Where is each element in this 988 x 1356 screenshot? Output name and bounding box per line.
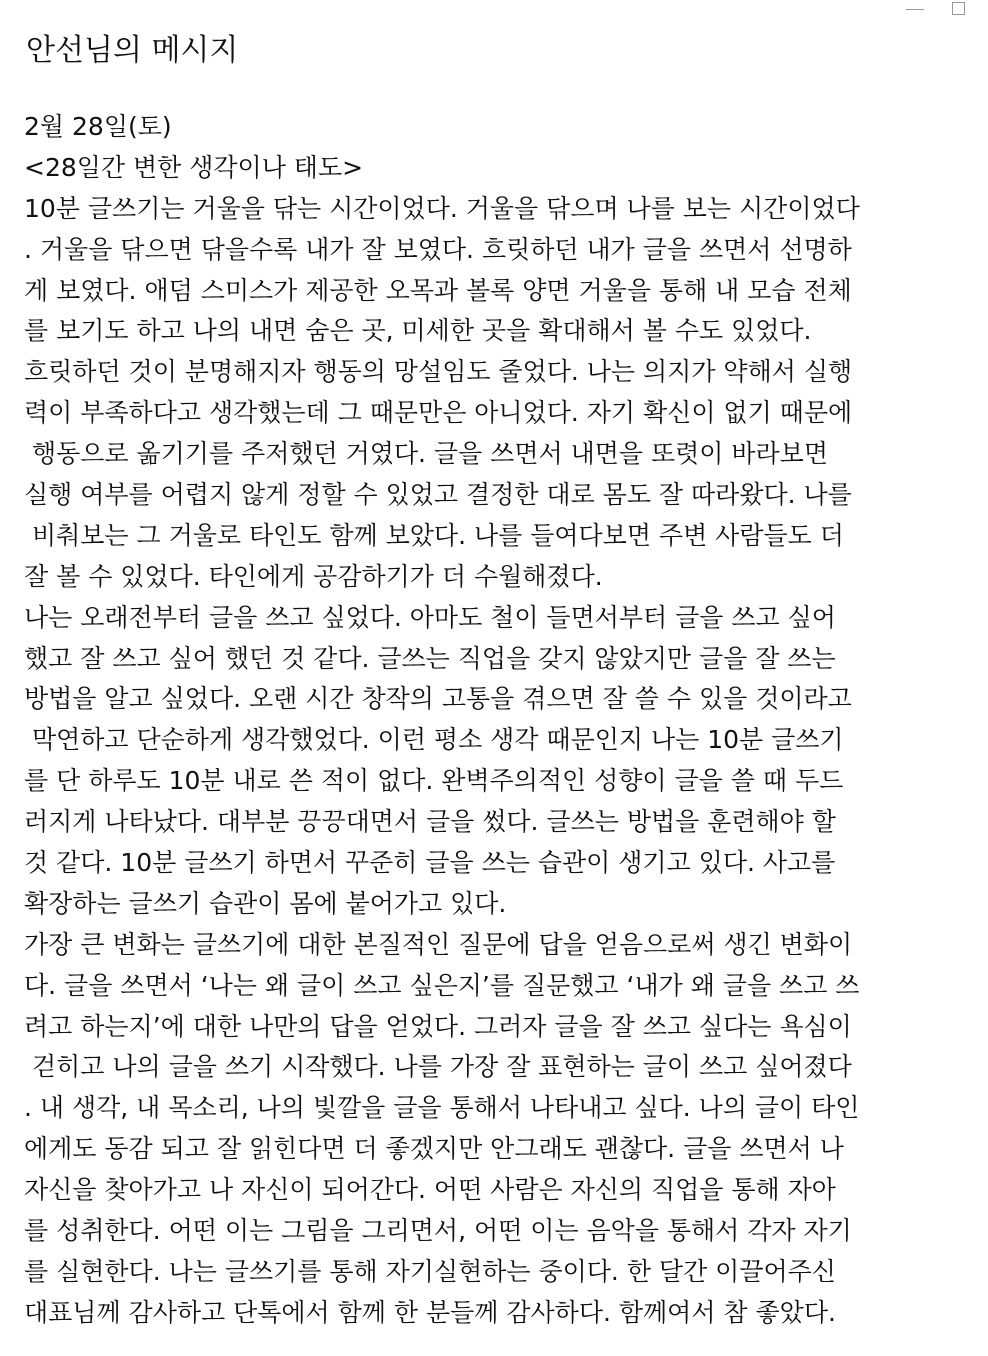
message-line: 걷히고 나의 글을 쓰기 시작했다. 나를 가장 잘 표현하는 글이 쓰고 싶어졌다 <box>24 1052 852 1082</box>
message-subtitle: <28일간 변한 생각이나 태도> <box>24 152 364 182</box>
message-line: 것 같다. 10분 글쓰기 하면서 꾸준히 글을 쓰는 습관이 생기고 있다. 사고를 <box>24 848 836 878</box>
message-line: 흐릿하던 것이 분명해지자 행동의 망설임도 줄었다. 나는 의지가 약해서 실행 <box>24 357 853 387</box>
message-line: 자신을 찾아가고 나 자신이 되어간다. 어떤 사람은 자신의 직업을 통해 자아 <box>24 1175 836 1205</box>
message-line: 려고 하는지’에 대한 나만의 답을 얻었다. 그러자 글을 잘 쓰고 싶다는 욕심이 <box>24 1011 852 1041</box>
message-line: . 내 생각, 내 목소리, 나의 빛깔을 글을 통해서 나타내고 싶다. 나의 글이 타인 <box>24 1093 860 1123</box>
message-line: 비춰보는 그 거울로 타인도 함께 보았다. 나를 들여다보면 주변 사람들도 더 <box>24 520 844 550</box>
message-line: 를 성취한다. 어떤 이는 그림을 그리면서, 어떤 이는 음악을 통해서 각자 자기 <box>24 1216 852 1246</box>
page-title: 안선님의 메시지 <box>26 33 239 68</box>
message-line: 방법을 알고 싶었다. 오랜 시간 창작의 고통을 겪으면 잘 쓸 수 있을 것이라고 <box>24 684 852 714</box>
message-line: 10분 글쓰기는 거울을 닦는 시간이었다. 거울을 닦으며 나를 보는 시간이었다 <box>24 193 860 223</box>
message-line: . 거울을 닦으면 닦을수록 내가 잘 보였다. 흐릿하던 내가 글을 쓰면서 선명하 <box>24 234 852 264</box>
message-line: 를 단 하루도 10분 내로 쓴 적이 없다. 완벽주의적인 성향이 글을 쓸 때 두드 <box>24 766 844 796</box>
message-line: 나는 오래전부터 글을 쓰고 싶었다. 아마도 철이 들면서부터 글을 쓰고 싶어 <box>24 602 836 632</box>
message-line: 다. 글을 쓰면서 ‘나는 왜 글이 쓰고 싶은지’를 질문했고 ‘내가 왜 글을 쓰고 쓰 <box>24 970 860 1000</box>
message-line: 러지게 나타났다. 대부분 끙끙대면서 글을 썼다. 글쓰는 방법을 훈련해야 할 <box>24 807 836 837</box>
message-line: 확장하는 글쓰기 습관이 몸에 붙어가고 있다. <box>24 888 507 918</box>
message-line: 했고 잘 쓰고 싶어 했던 것 같다. 글쓰는 직업을 갖지 않았지만 글을 잘 쓰는 <box>24 643 836 673</box>
message-line: 를 보기도 하고 나의 내면 숨은 곳, 미세한 곳을 확대해서 볼 수도 있었다. <box>24 316 812 346</box>
message-date: 2월 28일(토) <box>24 112 172 141</box>
maximize-icon[interactable] <box>950 0 968 18</box>
message-line: 게 보였다. 애덤 스미스가 제공한 오목과 볼록 양면 거울을 통해 내 모습 전체 <box>24 275 852 305</box>
message-line: 력이 부족하다고 생각했는데 그 때문만은 아니었다. 자기 확신이 없기 때문에 <box>24 398 853 428</box>
message-line: 대표님께 감사하고 단톡에서 함께 한 분들께 감사하다. 함께여서 참 좋았다. <box>24 1297 836 1327</box>
message-body <box>24 189 964 1334</box>
window-controls <box>906 0 968 22</box>
message-line: 실행 여부를 어렵지 않게 정할 수 있었고 결정한 대로 몸도 잘 따라왔다. 나를 <box>24 480 852 510</box>
message-line: 가장 큰 변화는 글쓰기에 대한 본질적인 질문에 답을 얻음으로써 생긴 변화이 <box>24 929 853 959</box>
message-line: 에게도 동감 되고 잘 읽힌다면 더 좋겠지만 안그래도 괜찮다. 글을 쓰면서 나 <box>24 1134 844 1164</box>
message-line: 막연하고 단순하게 생각했었다. 이런 평소 생각 때문인지 나는 10분 글쓰기 <box>24 725 844 755</box>
message-line: 를 실현한다. 나는 글쓰기를 통해 자기실현하는 중이다. 한 달간 이끌어주신 <box>24 1256 836 1286</box>
message-line: 행동으로 옮기기를 주저했던 거였다. 글을 쓰면서 내면을 또렷이 바라보면 <box>24 439 828 469</box>
minimize-icon[interactable] <box>906 0 924 18</box>
message-line: 잘 볼 수 있었다. 타인에게 공감하기가 더 수월해졌다. <box>24 561 603 591</box>
message-content <box>24 107 964 1334</box>
